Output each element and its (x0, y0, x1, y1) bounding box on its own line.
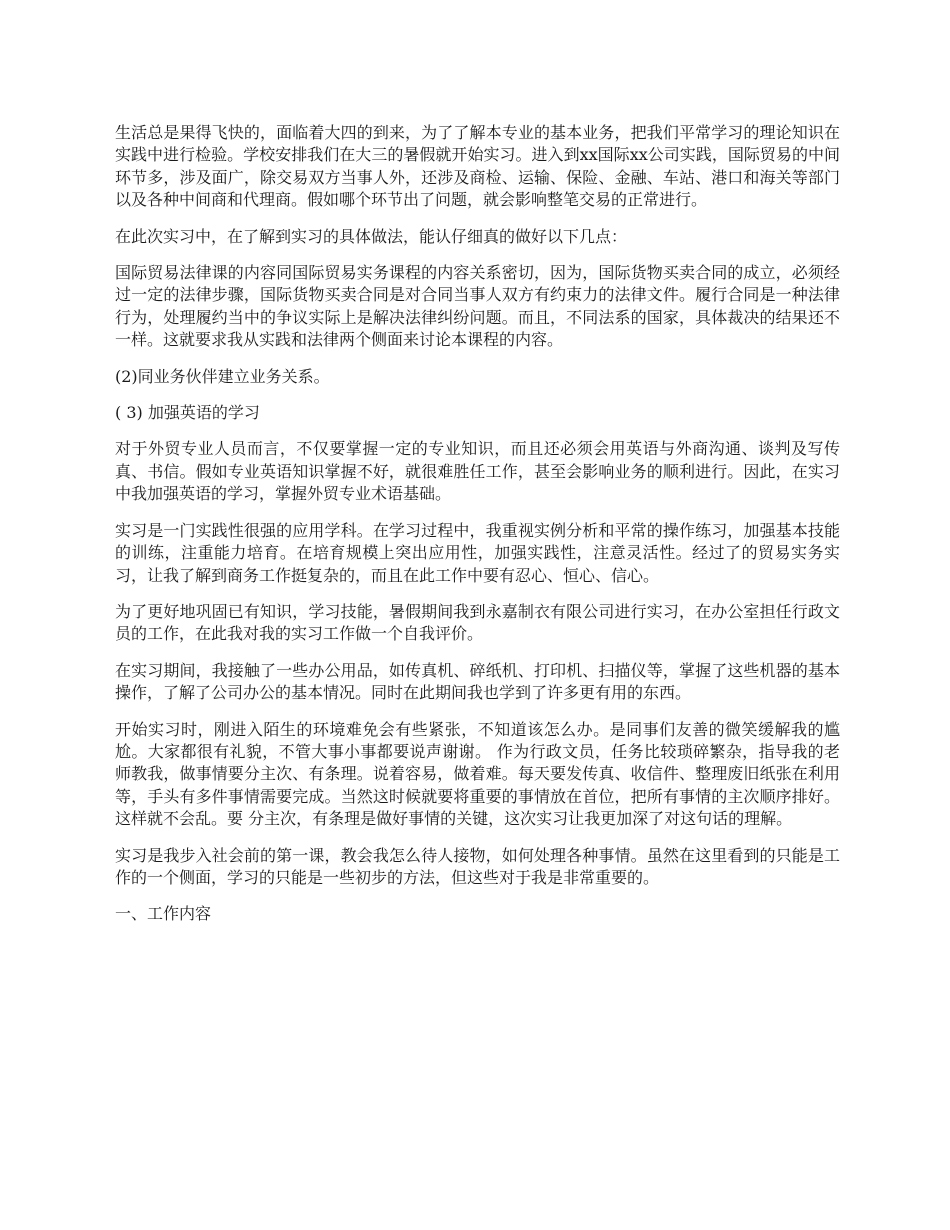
paragraph-applied-discipline: 实习是一门实践性很强的应用学科。在学习过程中，我重视实例分析和平常的操作练习，加强基本技能的训练，注重能力培育。在培育规模上突出应用性，加强实践性，注意灵活性。经过了的贸易实务实习，让我了解到商务工作挺复杂的，而且在此工作中要有忍心、恒心、信心。 (115, 520, 840, 585)
paragraph-office-equipment: 在实习期间，我接触了一些办公用品，如传真机、碎纸机、打印机、扫描仪等，掌握了这些机器的基本操作，了解了公司办公的基本情况。同时在此期间我也学到了许多更有用的东西。 (115, 660, 840, 703)
paragraph-item-3: ( 3) 加强英语的学习 (115, 403, 260, 423)
paragraph-internship-company: 为了更好地巩固已有知识，学习技能，暑假期间我到永嘉制衣有限公司进行实习，在办公室担任行政文员的工作，在此我对我的实习工作做一个自我评价。 (115, 601, 840, 644)
paragraph-start-of-internship: 开始实习时，刚进入陌生的环境难免会有些紧张，不知道该怎么办。是同事们友善的微笑缓解我的尴尬。大家都很有礼貌，不管大事小事都要说声谢谢。 作为行政文员，任务比较琐碎繁杂，指导我的老师教我，做事情要分主次、有条理。说着容易，做着难。每天要发传真、收信件、整理废旧纸张在利用等，手头有多件事情需要完成。当然这时候就要将重要的事情放在首位，把所有事情的主次顺序排好。这样就不会乱。要 分主次，有条理是做好事情的关键，这次实习让我更加深了对这句话的理解。 (115, 719, 840, 829)
paragraph-english: 对于外贸专业人员而言，不仅要掌握一定的专业知识，而且还必须会用英语与外商沟通、谈判及写传真、书信。假如专业英语知识掌握不好，就很难胜任工作，甚至会影响业务的顺利进行。因此，在实习中我加强英语的学习，掌握外贸专业术语基础。 (115, 439, 840, 504)
paragraph-practice-points: 在此次实习中，在了解到实习的具体做法，能认仔细真的做好以下几点： (115, 226, 628, 246)
paragraph-first-lesson: 实习是我步入社会前的第一课，教会我怎么待人接物，如何处理各种事情。虽然在这里看到的只能是工作的一个侧面，学习的只能是一些初步的方法，但这些对于我是非常重要的。 (115, 845, 840, 887)
section-heading-work-content: 一、工作内容 (115, 904, 212, 924)
paragraph-intro: 生活总是果得飞快的，面临着大四的到来，为了了解本专业的基本业务，把我们平常学习的理论知识在实践中进行检验。学校安排我们在大三的暑假就开始实习。进入到xx国际xx公司实践，国际贸易的中间环节多，涉及面广，除交易双方当事人外，还涉及商检、运输、保险、金融、车站、港口和海关等部门以及各种中间商和代理商。假如哪个环节出了问题，就会影响整笔交易的正常进行。 (115, 123, 840, 210)
paragraph-item-2: (2)同业务伙伴建立业务关系。 (115, 366, 330, 386)
paragraph-trade-law: 国际贸易法律课的内容同国际贸易实务课程的内容关系密切，因为，国际货物买卖合同的成立，必须经过一定的法律步骤，国际货物买卖合同是对合同当事人双方有约束力的法律文件。履行合同是一种法律行为，处理履约当中的争议实际上是解决法律纠纷问题。而且，不同法系的国家，具体裁决的结果还不一样。这就要求我从实践和法律两个侧面来讨论本课程的内容。 (115, 263, 840, 350)
document-page (115, 122, 840, 940)
